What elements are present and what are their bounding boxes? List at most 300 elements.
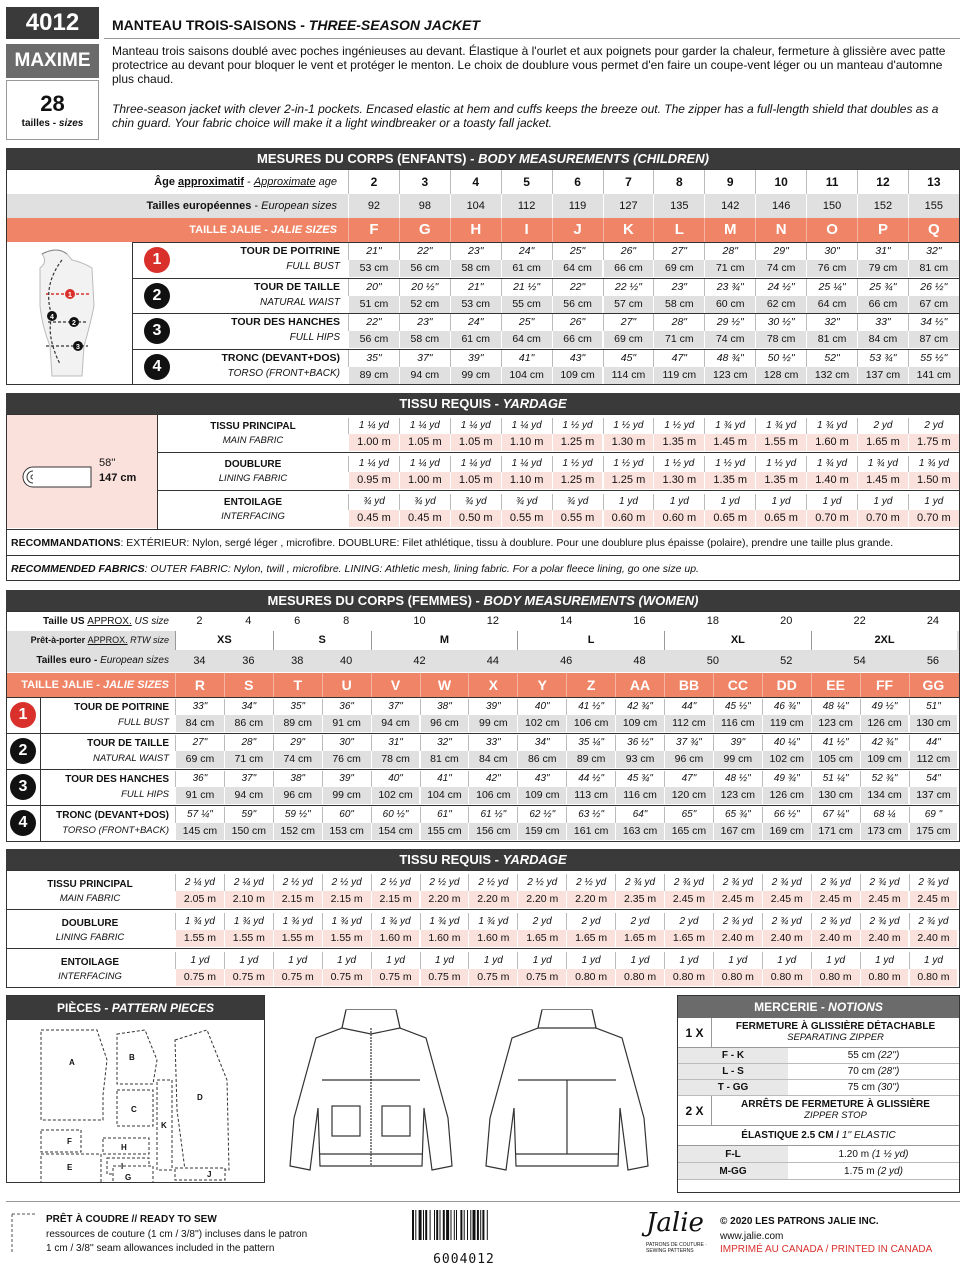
pieces-title: PIÈCES - PATTERN PIECES	[7, 996, 264, 1020]
sizes-box	[6, 80, 99, 140]
measurement-number-icon: 4	[144, 354, 170, 380]
cm-value: 67 cm	[908, 296, 959, 313]
age-cell: 10	[755, 170, 806, 194]
women-inch-value: 48 ¼"	[811, 699, 860, 715]
women-inch-value: 45 ½"	[713, 699, 762, 715]
age-label: Âge approximatif - Approximate age	[154, 176, 337, 188]
women-cm-value: 106 cm	[566, 715, 615, 732]
age-cell: 3	[399, 170, 450, 194]
inch-value: 23"	[399, 314, 450, 331]
euro-cell: 150	[806, 194, 857, 218]
meter-value: 1.25 m	[552, 472, 603, 489]
meter-value: 1.05 m	[450, 434, 501, 451]
women-yardage-title: TISSU REQUIS - YARDAGE	[6, 849, 960, 870]
piece-label-b: B	[129, 1053, 135, 1062]
fabric-width-in: 58''	[99, 457, 116, 469]
pattern-name-box	[6, 44, 99, 78]
women-jalie-cell: W	[420, 673, 469, 697]
jalie-size-cell: K	[603, 218, 654, 242]
women-inch-value: 42 ¾"	[860, 735, 909, 751]
zipper-size: L - S	[678, 1064, 788, 1079]
us-size-cell: 2	[196, 615, 203, 627]
meter-value: 1.75 m	[908, 434, 959, 451]
women-meter-value: 1.60 m	[371, 930, 420, 947]
women-cm-value: 71 cm	[224, 751, 273, 768]
measurement-number-icon: 1	[144, 247, 170, 273]
yard-value: 1 ¼ yd	[399, 418, 450, 434]
measurement-number-icon: 4	[10, 810, 36, 836]
women-inch-value: 59 ½"	[273, 807, 322, 823]
rtw-size-cell: M	[371, 631, 518, 650]
women-yard-value: 2 ½ yd	[468, 874, 517, 891]
yardage-label-en: MAIN FABRIC	[222, 435, 284, 446]
euro-cell: 104	[450, 194, 501, 218]
women-inch-value: 43"	[517, 771, 566, 787]
women-inch-value: 51 ¼"	[811, 771, 860, 787]
yard-value: 1 ¾ yd	[806, 456, 857, 472]
sizes-label-fr: tailles -	[21, 118, 59, 129]
cm-value: 56 cm	[399, 260, 450, 277]
us-size-cell: 16	[633, 615, 646, 627]
women-inch-value: 39"	[713, 735, 762, 751]
women-cm-value: 102 cm	[762, 751, 811, 768]
inch-value: 45"	[603, 350, 654, 367]
jalie-size-cell: J	[552, 218, 603, 242]
women-inch-value: 29"	[273, 735, 322, 751]
women-inch-value: 39"	[468, 699, 517, 715]
women-yard-value: 2 ½ yd	[566, 874, 615, 891]
yardage-label-fr: DOUBLURE	[61, 918, 119, 929]
cm-value: 99 cm	[450, 367, 501, 384]
women-meter-value: 1.55 m	[224, 930, 273, 947]
pattern-number: 4012	[25, 9, 80, 36]
women-meter-value: 1.65 m	[566, 930, 615, 947]
cm-value: 141 cm	[908, 367, 959, 384]
women-jalie-cell: AA	[615, 673, 664, 697]
piece-label-h: H	[121, 1143, 127, 1152]
cm-value: 104 cm	[501, 367, 552, 384]
age-cell: 12	[857, 170, 908, 194]
meter-value: 1.05 m	[399, 434, 450, 451]
sizes-label-en: sizes	[58, 118, 84, 129]
women-yard-value: 1 yd	[468, 952, 517, 969]
women-yard-value: 1 yd	[713, 952, 762, 969]
footer-rule	[6, 1201, 960, 1202]
meter-value: 1.60 m	[806, 434, 857, 451]
svg-text:3: 3	[76, 344, 80, 351]
yardage-label-en: MAIN FABRIC	[59, 893, 121, 904]
piece-label-f: F	[67, 1137, 72, 1146]
meter-value: 1.55 m	[755, 434, 806, 451]
meter-value: 0.70 m	[806, 510, 857, 527]
women-cm-value: 145 cm	[175, 823, 224, 840]
women-cm-value: 91 cm	[175, 787, 224, 804]
women-inch-value: 37 ¾"	[664, 735, 713, 751]
yard-value: 1 ¼ yd	[399, 456, 450, 472]
women-jalie-cell: S	[224, 673, 273, 697]
piece-label-j: J	[207, 1170, 212, 1179]
cm-value: 58 cm	[653, 296, 704, 313]
women-yard-value: 1 yd	[273, 952, 322, 969]
women-yard-value: 1 yd	[566, 952, 615, 969]
women-meter-value: 2.40 m	[909, 930, 958, 947]
website-link[interactable]: www.jalie.com	[720, 1231, 784, 1242]
yard-value: 2 yd	[908, 418, 959, 434]
women-meter-value: 1.55 m	[175, 930, 224, 947]
women-meter-value: 2.40 m	[713, 930, 762, 947]
meter-value: 1.40 m	[806, 472, 857, 489]
jalie-size-cell: G	[399, 218, 450, 242]
women-meter-value: 0.80 m	[762, 969, 811, 986]
printed-in: IMPRIMÉ AU CANADA / PRINTED IN CANADA	[720, 1244, 933, 1255]
zipper-length: 70 cm (28'')	[847, 1066, 900, 1077]
inch-value: 29"	[755, 243, 806, 260]
measurement-label-en: FULL BUST	[286, 261, 340, 272]
piece-label-i: I	[121, 1162, 124, 1171]
jalie-logo-sub: PATRONS DE COUTURE · SEWING PATTERNS	[646, 1242, 707, 1254]
yardage-label-en: INTERFACING	[58, 971, 122, 982]
header-title-bar	[104, 7, 960, 39]
women-cm-value: 116 cm	[713, 715, 762, 732]
us-size-cell: 24	[926, 615, 940, 627]
yard-value: 1 yd	[704, 494, 755, 510]
cm-value: 62 cm	[755, 296, 806, 313]
svg-text:4: 4	[50, 314, 54, 321]
women-yard-value: 1 yd	[420, 952, 469, 969]
women-inch-value: 35 ¼"	[566, 735, 615, 751]
women-cm-value: 175 cm	[909, 823, 958, 840]
women-jalie-label: TAILLE JALIE - JALIE SIZES	[21, 679, 169, 691]
women-euro-cell: 48	[633, 655, 646, 667]
meter-value: 1.00 m	[348, 434, 399, 451]
meter-value: 1.00 m	[399, 472, 450, 489]
women-meter-value: 1.55 m	[273, 930, 322, 947]
women-inch-value: 51"	[909, 699, 958, 715]
women-yard-value: 2 ¾ yd	[909, 913, 958, 930]
women-meter-value: 2.45 m	[762, 891, 811, 908]
barcode-bar	[430, 1210, 431, 1240]
age-cell: 11	[806, 170, 857, 194]
age-cell: 5	[501, 170, 552, 194]
cm-value: 132 cm	[806, 367, 857, 384]
women-cm-value: 94 cm	[371, 715, 420, 732]
women-inch-value: 61"	[420, 807, 469, 823]
women-cm-value: 99 cm	[322, 787, 371, 804]
women-yard-value: 1 ¾ yd	[273, 913, 322, 930]
barcode-number: 6004012	[433, 1252, 495, 1267]
meter-value: 1.30 m	[603, 434, 654, 451]
yard-value: 1 yd	[908, 494, 959, 510]
women-inch-value: 67 ¼"	[811, 807, 860, 823]
women-meter-value: 0.80 m	[713, 969, 762, 986]
women-euro-cell: 52	[780, 655, 793, 667]
women-inch-value: 57 ¼"	[175, 807, 224, 823]
meter-value: 1.35 m	[755, 472, 806, 489]
children-yardage-title: TISSU REQUIS - YARDAGE	[6, 393, 960, 414]
measurement-number-icon: 2	[10, 738, 36, 764]
women-inch-value: 46 ¾"	[762, 699, 811, 715]
yard-value: 1 ½ yd	[603, 418, 654, 434]
us-size-cell: 8	[343, 615, 350, 627]
inch-value: 47"	[653, 350, 704, 367]
elastic-size: F-L	[678, 1146, 788, 1162]
elastic-size: M-GG	[678, 1163, 788, 1179]
women-inch-value: 34"	[224, 699, 273, 715]
women-meter-value: 2.20 m	[517, 891, 566, 908]
recommendations-fr: RECOMMANDATIONS: EXTÉRIEUR: Nylon, sergé léger , microfibre. DOUBLURE: Filet athlétique, tissu à doublure. Pour une doublure plus épaisse (polaire), prendre une taille plus grande.	[7, 529, 959, 556]
cm-value: 64 cm	[501, 331, 552, 348]
women-meter-value: 0.75 m	[420, 969, 469, 986]
women-yard-value: 1 yd	[224, 952, 273, 969]
women-yard-value: 1 yd	[322, 952, 371, 969]
women-body-title: MESURES DU CORPS (FEMMES) - BODY MEASUREMENTS (WOMEN)	[6, 590, 960, 611]
copyright: © 2020 LES PATRONS JALIE INC.	[720, 1216, 879, 1227]
measurement-label-fr: TRONC (DEVANT+DOS)	[56, 810, 169, 821]
stop-qty: 2 X	[678, 1096, 712, 1125]
women-inch-value: 44"	[909, 735, 958, 751]
meter-value: 0.45 m	[399, 510, 450, 527]
women-inch-value: 41 ½"	[566, 699, 615, 715]
inch-value: 23"	[653, 279, 704, 296]
yard-value: 1 yd	[653, 494, 704, 510]
cm-value: 61 cm	[450, 331, 501, 348]
fabric-width-cm: 147 cm	[99, 472, 137, 484]
cm-value: 56 cm	[348, 331, 399, 348]
women-yard-value: 1 ¾ yd	[175, 913, 224, 930]
piece-label-g: G	[125, 1173, 132, 1182]
women-cm-value: 96 cm	[420, 715, 469, 732]
women-inch-value: 69 "	[909, 807, 958, 823]
cm-value: 69 cm	[653, 260, 704, 277]
women-cm-value: 154 cm	[371, 823, 420, 840]
us-size-cell: 14	[560, 615, 573, 627]
fabric-roll-area	[7, 415, 157, 528]
women-inch-value: 49 ¾"	[762, 771, 811, 787]
women-cm-value: 86 cm	[224, 715, 273, 732]
women-cm-value: 161 cm	[566, 823, 615, 840]
children-body-title: MESURES DU CORPS (ENFANTS) - BODY MEASUREMENTS (CHILDREN)	[6, 148, 960, 169]
cm-value: 76 cm	[806, 260, 857, 277]
jalie-size-label: TAILLE JALIE - JALIE SIZES	[189, 224, 337, 236]
women-yard-value: 1 yd	[811, 952, 860, 969]
women-meter-value: 2.05 m	[175, 891, 224, 908]
women-yard-value: 2 ¾ yd	[909, 874, 958, 891]
barcode-bar	[454, 1210, 455, 1240]
yard-value: 1 ½ yd	[653, 456, 704, 472]
inch-value: 48 ¾"	[704, 350, 755, 367]
stop-fr: ARRÊTS DE FERMETURE À GLISSIÈRE	[741, 1099, 930, 1110]
women-cm-value: 99 cm	[468, 715, 517, 732]
women-inch-value: 65"	[664, 807, 713, 823]
stop-en: ZIPPER STOP	[804, 1110, 867, 1121]
women-cm-value: 119 cm	[762, 715, 811, 732]
allowance-en: 1 cm / 3/8'' seam allowances included in the pattern	[46, 1243, 275, 1254]
women-inch-value: 68 ¼	[860, 807, 909, 823]
women-yard-value: 2 ¾ yd	[664, 874, 713, 891]
women-meter-value: 2.10 m	[224, 891, 273, 908]
women-euro-cell: 42	[413, 655, 426, 667]
age-cell: 8	[653, 170, 704, 194]
inch-value: 22"	[399, 243, 450, 260]
measurement-label-fr: TOUR DES HANCHES	[231, 316, 340, 328]
meter-value: 1.35 m	[653, 434, 704, 451]
women-cm-value: 123 cm	[713, 787, 762, 804]
inch-value: 25 ¾"	[857, 279, 908, 296]
meter-value: 0.55 m	[501, 510, 552, 527]
inch-value: 23 ¾"	[704, 279, 755, 296]
inch-value: 37"	[399, 350, 450, 367]
meter-value: 0.60 m	[653, 510, 704, 527]
barcode	[410, 1210, 518, 1252]
women-yard-value: 2 ¾ yd	[713, 874, 762, 891]
rtw-size-cell: XS	[175, 631, 273, 650]
measurement-label-fr: TOUR DE TAILLE	[254, 280, 340, 293]
cm-value: 56 cm	[552, 296, 603, 313]
inch-value: 26"	[603, 243, 654, 260]
women-cm-value: 91 cm	[322, 715, 371, 732]
women-cm-value: 171 cm	[811, 823, 860, 840]
yard-value: 1 yd	[857, 494, 908, 510]
barcode-bar	[467, 1210, 468, 1240]
women-cm-value: 69 cm	[175, 751, 224, 768]
women-cm-value: 156 cm	[468, 823, 517, 840]
yard-value: 1 ½ yd	[755, 456, 806, 472]
inch-value: 22"	[348, 314, 399, 331]
sizes-count: 28	[40, 91, 65, 116]
women-inch-value: 42"	[468, 771, 517, 787]
women-meter-value: 2.35 m	[615, 891, 664, 908]
women-cm-value: 120 cm	[664, 787, 713, 804]
inch-value: 20"	[348, 279, 399, 296]
women-inch-value: 61 ½"	[468, 807, 517, 823]
women-meter-value: 0.75 m	[468, 969, 517, 986]
women-cm-value: 165 cm	[664, 823, 713, 840]
scissors-icon	[8, 1210, 40, 1258]
barcode-bar	[456, 1210, 457, 1240]
women-euro-cell: 38	[291, 655, 304, 667]
title-fr: MANTEAU TROIS-SAISONS -	[112, 17, 309, 33]
yardage-label-fr: TISSU PRINCIPAL	[210, 421, 296, 432]
ready-to-sew: PRÊT À COUDRE // READY TO SEW	[46, 1214, 217, 1225]
cm-value: 109 cm	[552, 367, 603, 384]
barcode-bar	[473, 1210, 476, 1240]
women-yard-value: 2 ¾ yd	[762, 874, 811, 891]
inch-value: 41"	[501, 350, 552, 367]
meter-value: 1.65 m	[857, 434, 908, 451]
yard-value: 1 ¼ yd	[450, 456, 501, 472]
women-meter-value: 0.75 m	[322, 969, 371, 986]
barcode-bar	[415, 1210, 416, 1240]
measurement-number-icon: 1	[10, 702, 36, 728]
euro-cell: 119	[552, 194, 603, 218]
yard-value: ¾ yd	[552, 494, 603, 510]
women-cm-value: 74 cm	[273, 751, 322, 768]
women-cm-value: 76 cm	[322, 751, 371, 768]
women-inch-value: 42 ¾"	[615, 699, 664, 715]
yard-value: 1 ¼ yd	[450, 418, 501, 434]
women-yard-value: 2 ½ yd	[273, 874, 322, 891]
barcode-bar	[477, 1210, 479, 1240]
women-inch-value: 36"	[322, 699, 371, 715]
women-euro-label: Tailles euro - European sizes	[36, 655, 169, 666]
women-jalie-cell: BB	[664, 673, 713, 697]
women-yard-value: 2 ¾ yd	[811, 913, 860, 930]
yardage-label-fr: DOUBLURE	[224, 459, 282, 470]
measurement-label-fr: TOUR DES HANCHES	[65, 774, 169, 785]
women-meter-value: 2.45 m	[811, 891, 860, 908]
meter-value: 1.30 m	[653, 472, 704, 489]
women-yard-value: 1 yd	[909, 952, 958, 969]
inch-value: 52"	[806, 350, 857, 367]
women-inch-value: 65 ¾"	[713, 807, 762, 823]
yard-value: 1 ¾ yd	[704, 418, 755, 434]
women-yard-value: 2 yd	[615, 913, 664, 930]
women-euro-cell: 50	[706, 655, 719, 667]
yard-value: 1 ¾ yd	[908, 456, 959, 472]
cm-value: 87 cm	[908, 331, 959, 348]
pieces-box	[6, 995, 265, 1183]
rtw-size-cell: L	[517, 631, 664, 650]
euro-cell: 155	[908, 194, 959, 218]
women-cm-value: 96 cm	[273, 787, 322, 804]
yardage-label-en: LINING FABRIC	[55, 932, 125, 943]
women-jalie-cell: CC	[713, 673, 762, 697]
meter-value: 1.25 m	[552, 434, 603, 451]
women-inch-value: 36"	[175, 771, 224, 787]
barcode-bar	[451, 1210, 452, 1240]
women-inch-value: 41 ½"	[811, 735, 860, 751]
women-inch-value: 60"	[322, 807, 371, 823]
rtw-size-cell: XL	[664, 631, 811, 650]
yard-value: 1 yd	[806, 494, 857, 510]
women-cm-value: 126 cm	[860, 715, 909, 732]
women-yard-value: 1 yd	[860, 952, 909, 969]
meter-value: 0.95 m	[348, 472, 399, 489]
inch-value: 32"	[806, 314, 857, 331]
measurement-label-fr: TOUR DE POITRINE	[240, 245, 340, 257]
zipper-length: 55 cm (22'')	[847, 1050, 900, 1061]
meter-value: 0.65 m	[755, 510, 806, 527]
women-cm-value: 159 cm	[517, 823, 566, 840]
barcode-bar	[470, 1210, 471, 1240]
zipper-size: F - K	[678, 1048, 788, 1063]
women-euro-cell: 44	[486, 655, 499, 667]
us-size-cell: 18	[706, 615, 719, 627]
euro-cell: 146	[755, 194, 806, 218]
measurement-label-fr: TRONC (DEVANT+DOS)	[221, 351, 340, 364]
women-yard-value: 2 ¾ yd	[713, 913, 762, 930]
women-cm-value: 169 cm	[762, 823, 811, 840]
women-inch-value: 39"	[322, 771, 371, 787]
us-size-cell: 6	[294, 615, 301, 627]
women-inch-value: 38"	[420, 699, 469, 715]
euro-cell: 127	[603, 194, 654, 218]
yardage-label-en: LINING FABRIC	[218, 473, 288, 484]
yardage-label-fr: TISSU PRINCIPAL	[47, 879, 133, 890]
rtw-size-cell: 2XL	[811, 631, 958, 650]
measurement-number-icon: 2	[144, 283, 170, 309]
women-meter-value: 1.65 m	[664, 930, 713, 947]
women-jalie-cell: T	[273, 673, 322, 697]
women-meter-value: 1.55 m	[322, 930, 371, 947]
inch-value: 23"	[450, 243, 501, 260]
women-inch-value: 30"	[322, 735, 371, 751]
zipper-length: 75 cm (30'')	[847, 1082, 900, 1093]
cm-value: 64 cm	[552, 260, 603, 277]
allowance-fr: ressources de couture (1 cm / 3/8'') incluses dans le patron	[46, 1229, 308, 1240]
women-meter-value: 2.40 m	[860, 930, 909, 947]
women-cm-value: 89 cm	[273, 715, 322, 732]
